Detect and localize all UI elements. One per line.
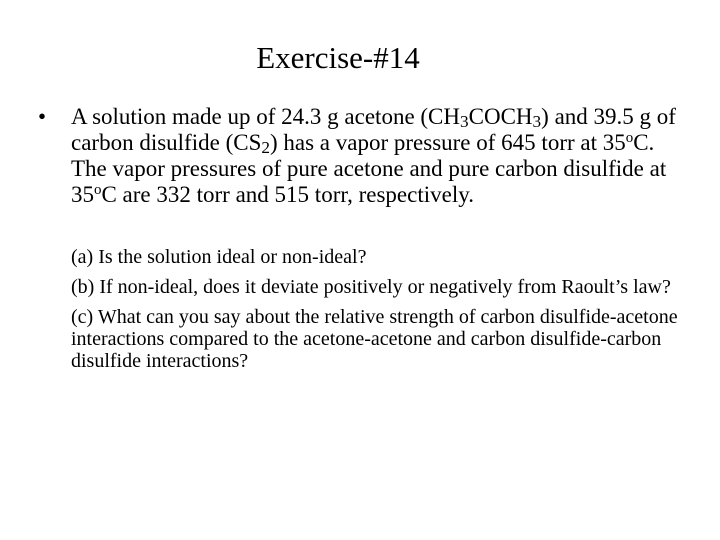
- subscript-3b: 3: [532, 112, 542, 132]
- question-c: (c) What can you say about the relative strength of carbon disulfide-acetone interactions compared to the acetone-acetone and carbon disulfide-carbon disulfide interactions?: [71, 306, 678, 372]
- problem-text-3: ) and 39.5 g of carbon disulfide (CS: [71, 104, 676, 155]
- degree-superscript-1: o: [625, 129, 634, 146]
- slide-title: Exercise-#14: [256, 40, 420, 75]
- subscript-3a: 3: [460, 112, 469, 132]
- question-a: (a) Is the solution ideal or non-ideal?: [71, 246, 367, 268]
- question-list: [71, 246, 691, 380]
- problem-text-5: C. The vapor pressures of pure acetone and pure carbon disulfide at 35: [71, 130, 667, 207]
- problem-text-1: A solution made up of 24.3 g acetone (CH: [71, 104, 461, 129]
- question-b: (b) If non-ideal, does it deviate positively or negatively from Raoult’s law?: [71, 276, 671, 298]
- problem-bullet: [38, 104, 678, 208]
- degree-superscript-2: o: [94, 181, 102, 198]
- subscript-2: 2: [261, 138, 270, 158]
- bullet-icon: •: [38, 104, 47, 129]
- problem-text-6: C are 332 torr and 515 torr, respectively.: [101, 182, 474, 207]
- problem-text-2: COCH: [468, 104, 533, 129]
- problem-statement: [71, 104, 678, 208]
- problem-text-4: ) has a vapor pressure of 645 torr at 35: [269, 130, 626, 155]
